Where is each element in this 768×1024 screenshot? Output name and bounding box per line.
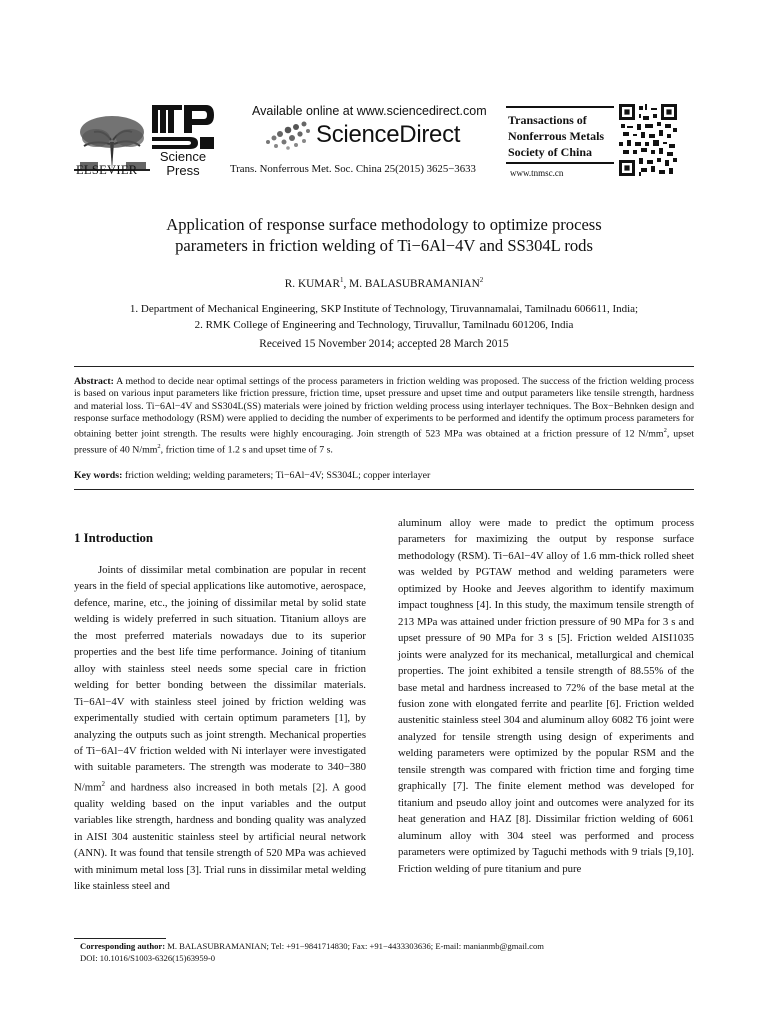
publisher-name: ELSEVIER [76,163,138,177]
qr-code-icon [619,104,677,176]
footnote-rule [74,938,166,939]
affiliation-1: 1. Department of Mechanical Engineering, SKP Institute of Technology, Tiruvannamalai, Tamilnadu 606611, India; [129,303,639,315]
paragraph: aluminum alloy were made to predict the optimum process parameters for maximizing the output by response surface methodology (RSM). Ti−6Al−4V alloy of 1.6 mm-thick rolled sheet was welded by PGTAW method and welding parameters were optimized by Hooke and Jeeves algorithm to identify maximum impact toughness [4]. In this study, the maximum tensile strength of 213 MPa was attained under friction pressure of 90 MPa for 3 s and upset pressure of 90 MPa for 3 s [5]. Friction welded AISI1035 joints were analyzed for its mechanical, metallurgical and chemical properties. The joint exhibited a tensile strength of 88.55% of the base metal and hardness increased to 72% of the base metal at the fusion zone with elongated ferrite and pearlite [6]. Friction welded austenitic stainless steel 304 and aluminum alloy 6082 T6 joint were analyzed for tensile strength using design of experiments and welding parameters were optimized by the popular RSM and the tensile strength was compared with friction time and forging time graphically [7]. The finite element method was developed for titanium and pseudo alloy joint and outcomes were analyzed for its heat generation and HAZ [8]. Dissimilar friction welding of 6061 aluminum alloy with 304 steel was performed and process parameters were optimized by Taguchi methods with 9 trials [9,10]. Friction welding of pure titanium and pure [398,517,694,875]
sciencedirect-name: ScienceDirect [316,121,461,148]
keywords: Key words: friction welding; welding parameters; Ti−6Al−4V; SS304L; copper interlayer [74,470,431,481]
received-dates: Received 15 November 2014; accepted 28 March 2015 [259,338,509,350]
journal-reference: Trans. Nonferrous Met. Soc. China 25(2015) 3625−3633 [230,163,476,175]
sciencedirect-dots-icon [262,118,312,152]
science-press-logo [150,103,216,151]
journal-title: Transactions of Nonferrous Metals Society of China [508,113,605,159]
journal-title-top-rule [506,106,614,108]
footnote [80,941,700,964]
journal-url: www.tnmsc.cn [510,168,564,178]
author-name: M. BALASUBRAMANIAN [349,277,480,290]
paragraph: Joints of dissimilar metal combination are popular in recent years in the field of special applications like automotive, aerospace, defence, marine, etc., the joining of dissimilar metal by solid state welding is widely preferred in such situation. Titanium alloys are the most preferred materials nowadays due to its superior properties and the best life time performance. Joining of titanium alloy with stainless steel needs some special care in friction welding for better bonding between the dissimilar materials. Ti−6Al−4V with stainless steel joined by friction welding was experimentally studied with certain optimum parameters [1], by analyzing the outputs such as joint strength. Mechanical properties of Ti−6Al−4V friction welded with Ni interlayer were investigated with suitable parameters. The strength was moderate to 340−380 $N/mm^2$ and hardness also increased in both metals [2]. A good quality welding based on the input variables and the output variables like strength, hardness and bonding quality was analyzed in AISI 304 austenitic stainless steel by artificial neural network (ANN). It was found that tensile strength of 520 MPa was achieved with minimum metal loss [3]. Trial runs in dissimilar metal welding like stainless steel and [74,564,366,893]
abstract-top-rule [74,366,694,367]
author-list: R. KUMAR$^1$, M. BALASUBRAMANIAN$^2$ [284,276,484,290]
corresponding-author: Corresponding author: M. BALASUBRAMANIAN; Tel: +91−9841714830; Fax: +91−4433303636; E-mail: manianmb@gmail.com [80,941,544,951]
body-column-right [398,515,694,877]
affiliation-2: 2. RMK College of Engineering and Technology, Tiruvallur, Tamilnadu 601206, India [194,319,574,331]
article-title: Application of response surface methodology to optimize process parameters in friction welding of Ti−6Al−4V and SS304L rods [166,215,602,255]
abstract-bottom-rule [74,489,694,490]
section-heading: 1 Introduction [74,531,154,545]
science-press-label: Science Press [159,149,207,178]
journal-title-bottom-rule [506,162,614,164]
doi: DOI: 10.1016/S1003-6326(15)63959-0 [80,952,216,963]
abstract-label: Abstract: [74,376,114,387]
body-column-left [74,562,366,895]
available-online-text: Available online at www.sciencedirect.com [252,104,487,118]
author-name: R. KUMAR [284,277,341,290]
affiliations [60,301,708,333]
abstract: Abstract: A method to decide near optimal settings of the process parameters in friction welding was proposed. The success of the friction welding process is based on various input parameters like friction pressure, friction time, upset pressure and upset time and output parameters like tensile strength, hardness and material loss. Ti−6Al−4V and SS304L(SS) materials were joined by friction welding process using interlayer techniques. The Box−Behnken design and response surface methodology (RSM) were applied to deciding the number of experiments to be performed and identify the optimum process parameters for obtaining better joint strength. The results were highly encouraging. Join strength of 523 MPa was obtained at a friction pressure of 12 $N/mm^2$, upset pressure of 40 $N/mm^2$, friction time of 1.2 s and upset time of 7 s. [74,376,695,456]
keywords-label: Key words: [74,470,123,481]
